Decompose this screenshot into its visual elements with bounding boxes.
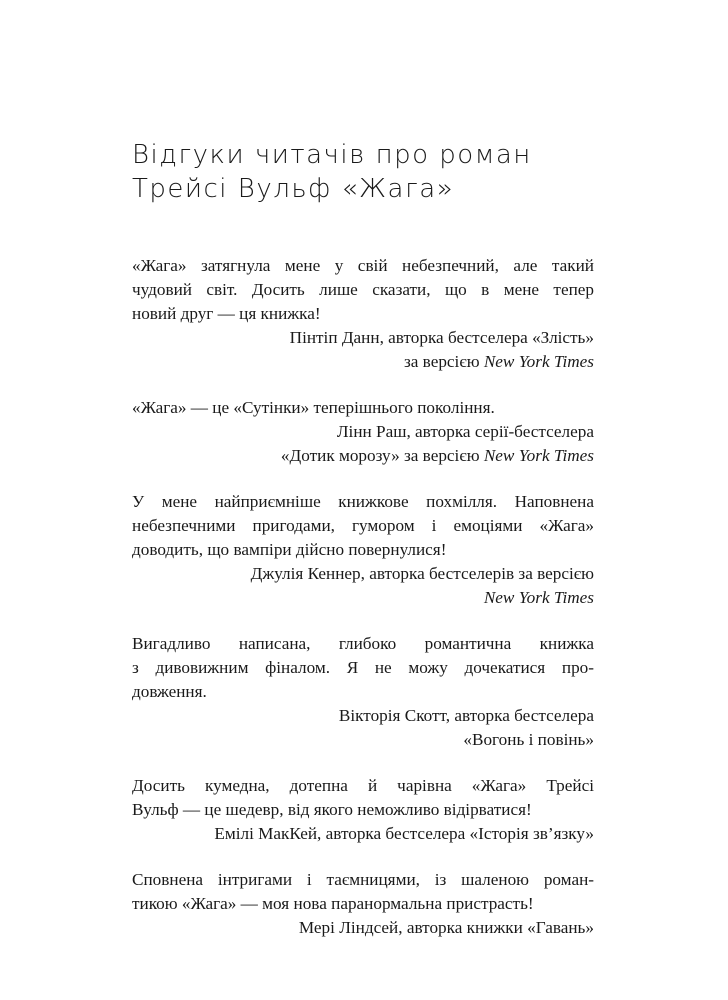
page-content (132, 138, 594, 962)
review-quote (132, 868, 594, 916)
quote-line: чудовий світ. Досить лише сказати, що в мене тепер (132, 280, 594, 299)
review-block (132, 774, 594, 846)
quote-line: довження. (132, 682, 207, 701)
quote-line: «Жага» — це «Сутінки» теперішнього покоління. (132, 398, 495, 417)
attribution-line (132, 728, 594, 752)
attribution-text: Джулія Кеннер, авторка бестселерів за версією (250, 564, 594, 583)
review-block (132, 254, 594, 374)
quote-line: «Жага» затягнула мене у свій небезпечний, але такий (132, 256, 594, 275)
attribution-text: Мері Ліндсей, авторка книжки «Гавань» (298, 918, 594, 937)
review-attribution (132, 822, 594, 846)
attribution-publication: New York Times (483, 446, 594, 465)
attribution-line (132, 916, 594, 940)
attribution-text: Лінн Раш, авторка серії-бестселера (336, 422, 594, 441)
quote-line: Досить кумедна, дотепна й чарівна «Жага» Трейсі (132, 776, 594, 795)
reviews-list (132, 254, 594, 940)
quote-line: новий друг — ця книжка! (132, 304, 321, 323)
review-attribution (132, 916, 594, 940)
review-block (132, 490, 594, 610)
attribution-line (132, 586, 594, 610)
attribution-text: Вікторія Скотт, авторка бестселера (338, 706, 594, 725)
attribution-text: Пінтіп Данн, авторка бестселера «Злість» (289, 328, 594, 347)
attribution-line (132, 444, 594, 468)
quote-line: небезпечними пригодами, гумором і емоціями «Жага» (132, 516, 594, 535)
title-line-1: Відгуки читачів про роман (132, 140, 532, 170)
attribution-line (132, 822, 594, 846)
attribution-publication: New York Times (483, 352, 594, 371)
review-quote (132, 254, 594, 326)
quote-line: тикою «Жага» — моя нова паранормальна пристрасть! (132, 894, 534, 913)
attribution-line (132, 326, 594, 350)
attribution-text: «Вогонь і повінь» (463, 730, 594, 749)
attribution-text: за версією (403, 352, 484, 371)
attribution-publication: New York Times (483, 588, 594, 607)
quote-line: Вульф — це шедевр, від якого неможливо відірватися! (132, 800, 532, 819)
attribution-text: «Дотик морозу» за версією (280, 446, 484, 465)
quote-line: доводить, що вампіри дійсно повернулися! (132, 540, 447, 559)
attribution-line (132, 420, 594, 444)
quote-line: Вигадливо написана, глибоко романтична книжка (132, 634, 594, 653)
quote-line: з дивовижним фіналом. Я не можу дочекатися про- (132, 658, 594, 677)
review-attribution (132, 562, 594, 610)
review-block (132, 868, 594, 940)
review-quote (132, 774, 594, 822)
attribution-text: Емілі МакКей, авторка бестселера «Історія зв’язку» (214, 824, 594, 843)
review-quote (132, 396, 594, 420)
review-block (132, 396, 594, 468)
review-attribution (132, 420, 594, 468)
quote-line: Сповнена інтригами і таємницями, із шаленою роман- (132, 870, 594, 889)
attribution-line (132, 562, 594, 586)
review-quote (132, 632, 594, 704)
attribution-line (132, 350, 594, 374)
title-line-2: Трейсі Вульф «Жага» (132, 174, 455, 204)
review-attribution (132, 326, 594, 374)
page-title (132, 138, 594, 206)
review-attribution (132, 704, 594, 752)
attribution-line (132, 704, 594, 728)
review-quote (132, 490, 594, 562)
review-block (132, 632, 594, 752)
quote-line: У мене найприємніше книжкове похмілля. Наповнена (132, 492, 594, 511)
